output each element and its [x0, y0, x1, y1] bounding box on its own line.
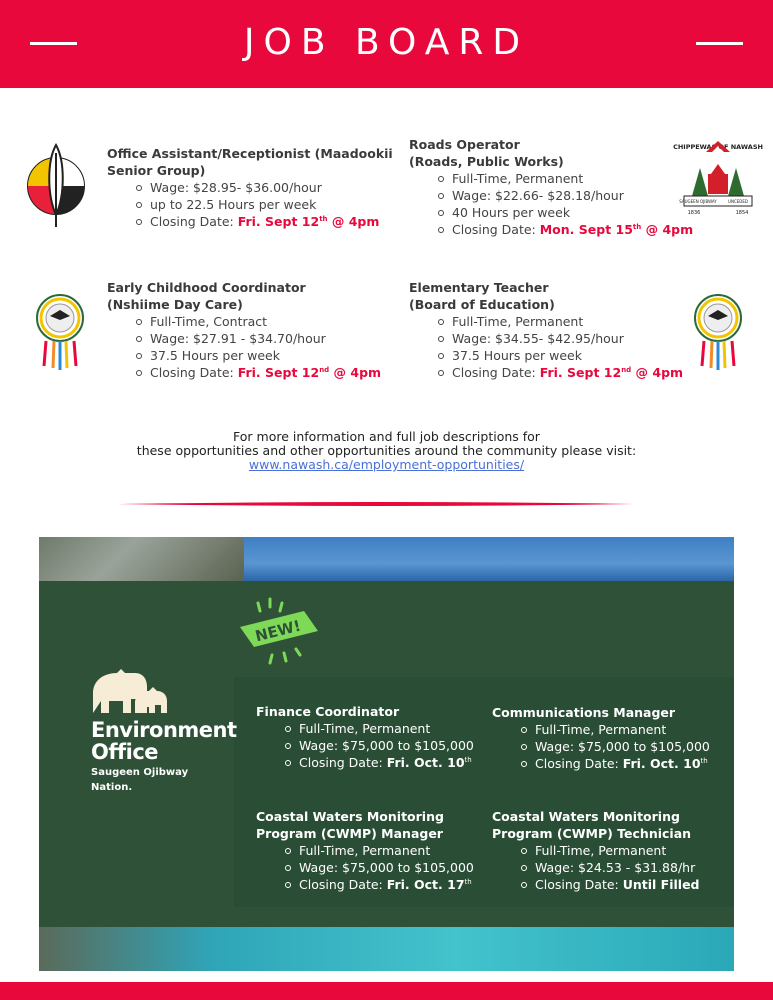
job-detail: Wage: $75,000 to $105,000	[299, 737, 486, 754]
job-closing-date: Closing Date: Fri. Sept 12nd @ 4pm	[452, 364, 699, 381]
seal-band-left: SAUGEEN OJIBWAY	[679, 199, 717, 204]
feather-medicine-wheel-icon	[25, 143, 87, 229]
job-title: Senior Group)	[107, 163, 206, 178]
job-title: Coastal Waters Monitoring	[492, 809, 680, 824]
job-detail: Wage: $75,000 to $105,000	[299, 859, 486, 876]
job-detail: Full-Time, Permanent	[452, 170, 699, 187]
dreamcatcher-icon	[692, 292, 744, 372]
header-rule-right	[696, 42, 743, 45]
cliff-photo	[39, 537, 244, 581]
job-closing-date: Closing Date: Until Filled	[535, 876, 732, 893]
job-posting	[107, 145, 397, 230]
job-detail: Full-Time, Permanent	[535, 842, 732, 859]
environment-office-section	[39, 537, 734, 971]
seal-year-right: 1854	[735, 210, 749, 216]
job-title: Finance Coordinator	[256, 704, 400, 719]
job-detail: Wage: $22.66- $28.18/hour	[452, 187, 699, 204]
job-title: (Roads, Public Works)	[409, 154, 564, 169]
seal-band-right: UNCEDED	[728, 199, 748, 204]
logo-subtitle: Nation.	[91, 782, 133, 793]
employment-link[interactable]: www.nawash.ca/employment-opportunities/	[248, 457, 525, 472]
job-detail: Full-Time, Permanent	[299, 720, 486, 737]
env-job-posting	[256, 808, 486, 893]
job-closing-date: Closing Date: Fri. Oct. 17th	[299, 876, 486, 893]
job-title: Program (CWMP) Technician	[492, 826, 692, 841]
job-detail: Full-Time, Permanent	[535, 721, 732, 738]
red-divider	[118, 501, 634, 507]
job-closing-date: Closing Date: Fri. Sept 12nd @ 4pm	[150, 364, 397, 381]
job-detail: Full-Time, Permanent	[452, 313, 699, 330]
environment-office-logo	[91, 667, 251, 793]
job-detail: Full-Time, Permanent	[299, 842, 486, 859]
new-badge-icon	[238, 597, 320, 667]
info-line: these opportunities and other opportunities around the community please visit:	[136, 443, 637, 458]
badge-label: NEW!	[253, 616, 303, 646]
job-detail: 40 Hours per week	[452, 204, 699, 221]
job-detail: up to 22.5 Hours per week	[150, 196, 397, 213]
env-job-posting	[492, 808, 732, 893]
job-detail: 37.5 Hours per week	[150, 347, 397, 364]
job-posting	[409, 136, 699, 238]
header-banner	[0, 0, 773, 88]
job-detail: Wage: $34.55- $42.95/hour	[452, 330, 699, 347]
job-closing-date: Closing Date: Fri. Sept 12th @ 4pm	[150, 213, 397, 230]
job-posting	[409, 279, 699, 381]
seal-top-text: CHIPPEWAS OF NAWASH	[673, 143, 763, 151]
logo-title: Environment	[91, 718, 237, 742]
job-detail: Full-Time, Contract	[150, 313, 397, 330]
more-info	[0, 430, 773, 472]
info-line: For more information and full job descriptions for	[233, 429, 540, 444]
job-title: Early Childhood Coordinator	[107, 280, 306, 295]
logo-title: Office	[91, 740, 159, 764]
seal-year-left: 1836	[687, 210, 701, 216]
job-title: Roads Operator	[409, 137, 520, 152]
bear-icon	[91, 667, 171, 715]
job-title: (Nshiime Day Care)	[107, 297, 243, 312]
job-title: (Board of Education)	[409, 297, 555, 312]
job-detail: Wage: $28.95- $36.00/hour	[150, 179, 397, 196]
footer-bar	[0, 982, 773, 1000]
job-closing-date: Closing Date: Fri. Oct. 10th	[299, 754, 486, 771]
job-closing-date: Closing Date: Fri. Oct. 10th	[535, 755, 732, 772]
page-title: JOB BOARD	[243, 22, 530, 63]
job-detail: 37.5 Hours per week	[452, 347, 699, 364]
job-detail: Wage: $27.91 - $34.70/hour	[150, 330, 397, 347]
job-posting	[107, 279, 397, 381]
job-title: Communications Manager	[492, 705, 676, 720]
job-detail: Wage: $24.53 - $31.88/hr	[535, 859, 732, 876]
lake-photo-bottom	[39, 927, 734, 971]
job-detail: Wage: $75,000 to $105,000	[535, 738, 732, 755]
env-job-posting	[492, 704, 732, 772]
job-title: Office Assistant/Receptionist (Maadookii	[107, 146, 393, 161]
logo-subtitle: Saugeen Ojibway	[91, 767, 189, 778]
job-title: Program (CWMP) Manager	[256, 826, 443, 841]
job-title: Coastal Waters Monitoring	[256, 809, 444, 824]
dreamcatcher-icon	[34, 292, 86, 372]
job-closing-date: Closing Date: Mon. Sept 15th @ 4pm	[452, 221, 699, 238]
job-title: Elementary Teacher	[409, 280, 549, 295]
env-job-posting	[256, 703, 486, 771]
